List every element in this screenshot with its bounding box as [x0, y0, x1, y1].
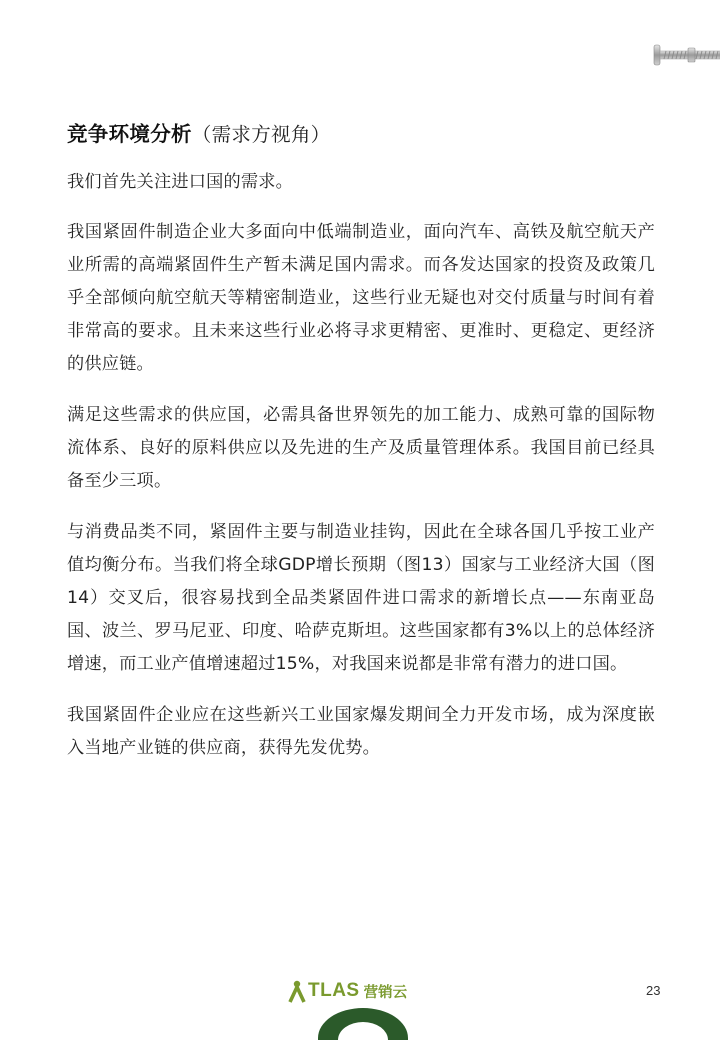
paragraph: 满足这些需求的供应国，必需具备世界领先的加工能力、成熟可靠的国际物流体系、良好的原料供应以及先进的生产及质量管理体系。我国目前已经具备至少三项。: [67, 405, 655, 491]
paragraph: 我国紧固件企业应在这些新兴工业国家爆发期间全力开发市场，成为深度嵌入当地产业链的供应商，获得先发优势。: [67, 705, 655, 758]
atlas-logo: [288, 974, 428, 1008]
title-subtitle: （需求方视角）: [191, 123, 331, 146]
logo-chinese-text: 营销云: [363, 984, 408, 1001]
paragraph: 我国紧固件制造企业大多面向中低端制造业，面向汽车、高铁及航空航天产业所需的高端紧固件生产暂未满足国内需求。而各发达国家的投资及政策几乎全部倾向航空航天等精密制造业，这些行业无疑也对交付质量与时间有着非常高的要求。且未来这些行业必将寻求更精密、更准时、更稳定、更经济的供应链。: [67, 222, 655, 374]
body-text: [67, 166, 655, 783]
page-number: 23: [646, 983, 661, 998]
footer-arch-decoration: [318, 1008, 408, 1040]
paragraph: 我们首先关注进口国的需求。: [67, 172, 294, 192]
logo-text: TLAS: [308, 980, 360, 1001]
paragraph: 与消费品类不同，紧固件主要与制造业挂钩，因此在全球各国几乎按工业产值均衡分布。当我们将全球GDP增长预期（图13）国家与工业经济大国（图14）交叉后，很容易找到全品类紧固件进口需求的新增长点——东南亚岛国、波兰、罗马尼亚、印度、哈萨克斯坦。这些国家都有3%以上的总体经济增速，而工业产值增速超过15%，对我国来说都是非常有潜力的进口国。: [67, 522, 655, 674]
atlas-logo-mark-icon: [288, 978, 306, 1004]
bolt-icon: [652, 44, 720, 66]
title-main: 竞争环境分析: [67, 122, 192, 146]
page-title: [67, 118, 330, 151]
